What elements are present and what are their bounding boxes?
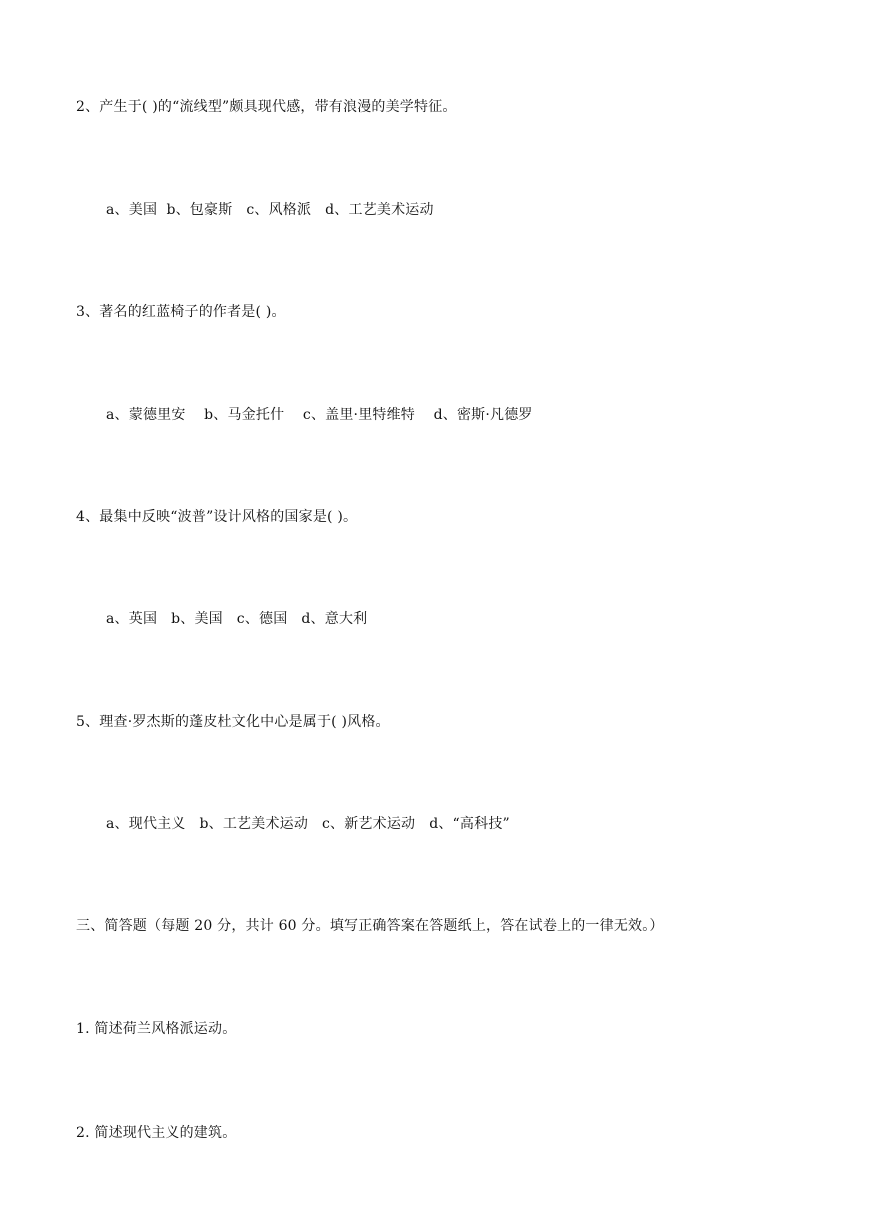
short-answer-item-2: 2. 简述现代主义的建筑。 — [76, 1125, 237, 1141]
question-5-stem: 5、理查·罗杰斯的蓬皮杜文化中心是属于( )风格。 — [76, 714, 390, 730]
question-4-stem: 4、最集中反映“波普”设计风格的国家是( )。 — [76, 509, 358, 525]
question-3-options: a、蒙德里安 b、马金托什 c、盖里·里特维特 d、密斯·凡德罗 — [106, 407, 533, 423]
question-2-options: a、美国 b、包豪斯 c、风格派 d、工艺美术运动 — [106, 202, 434, 218]
question-4-options: a、英国 b、美国 c、德国 d、意大利 — [106, 611, 368, 627]
short-answer-item-1: 1. 简述荷兰风格派运动。 — [76, 1021, 237, 1037]
question-3-stem: 3、著名的红蓝椅子的作者是( )。 — [76, 304, 286, 320]
question-2-stem: 2、产生于( )的“流线型”颇具现代感，带有浪漫的美学特征。 — [76, 99, 457, 115]
section-three-heading: 三、简答题（每题 20 分，共计 60 分。填写正确答案在答题纸上，答在试卷上的一律无效。） — [76, 918, 664, 934]
question-5-options: a、现代主义 b、工艺美术运动 c、新艺术运动 d、“高科技” — [106, 816, 510, 832]
